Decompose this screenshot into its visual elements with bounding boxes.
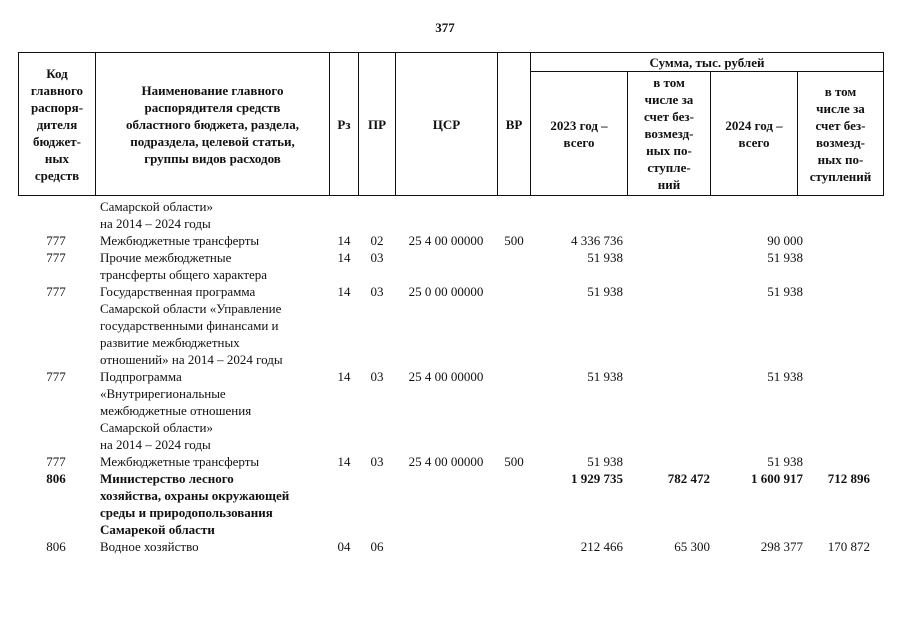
amount-2024-cell: 51 938	[767, 284, 803, 299]
rz-cell: 14	[337, 250, 351, 265]
header-2023-free: в том числе за счет без- возмезд- ных по- ступле- ний	[644, 75, 694, 192]
amount-2023-cell: 51 938	[587, 369, 623, 384]
amount-2024-cell: 1 600 917	[751, 471, 803, 486]
header-sum: Сумма, тыс. рублей	[649, 54, 765, 70]
amount-2023-free-cell: 65 300	[674, 539, 710, 554]
header-csr: ЦСР	[432, 116, 461, 132]
csr-cell: 25 0 00 00000	[408, 284, 484, 299]
table-row	[18, 368, 884, 453]
pr-cell: 03	[370, 369, 384, 384]
amount-2023-cell: 212 466	[580, 539, 623, 554]
header-name: Наименование главного распорядителя средств областного бюджета, раздела, подраздела, целевой статьи, группы видов расходов	[126, 82, 299, 166]
name-cell: Межбюджетные трансферты	[100, 233, 260, 248]
table-row	[18, 283, 884, 368]
pr-cell: 03	[370, 454, 384, 469]
rz-cell: 14	[337, 284, 351, 299]
csr-cell: 25 4 00 00000	[408, 233, 484, 248]
header-vr: ВР	[505, 116, 523, 132]
amount-2024-cell: 90 000	[767, 233, 803, 248]
code-cell: 777	[46, 284, 66, 299]
table-row	[18, 249, 884, 283]
name-cell: Министерство лесного хозяйства, охраны окружающей среды и природопользования Самарекой области	[100, 471, 290, 537]
header-2024-total: 2024 год – всего	[725, 117, 783, 150]
page-number: 377	[435, 20, 455, 35]
vr-cell: 500	[504, 454, 524, 469]
rz-cell: 14	[337, 369, 351, 384]
amount-2023-cell: 4 336 736	[571, 233, 623, 248]
code-cell: 777	[46, 369, 66, 384]
amount-2024-cell: 51 938	[767, 369, 803, 384]
amount-2023-cell: 51 938	[587, 454, 623, 469]
table-row	[18, 538, 884, 555]
pr-cell: 03	[370, 284, 384, 299]
name-cell: Водное хозяйство	[100, 539, 199, 554]
pr-cell: 03	[370, 250, 384, 265]
code-cell: 777	[46, 250, 66, 265]
amount-2023-cell: 51 938	[587, 250, 623, 265]
table-header	[18, 52, 884, 196]
amount-2024-cell: 51 938	[767, 454, 803, 469]
pr-cell: 02	[370, 233, 384, 248]
csr-cell: 25 4 00 00000	[408, 369, 484, 384]
pr-cell: 06	[370, 539, 384, 554]
table-row	[18, 453, 884, 470]
code-cell: 777	[46, 454, 66, 469]
amount-2023-cell: 51 938	[587, 284, 623, 299]
amount-2023-free-cell: 782 472	[667, 471, 710, 486]
amount-2023-cell: 1 929 735	[571, 471, 623, 486]
code-cell: 806	[46, 471, 66, 486]
table-row	[18, 232, 884, 249]
rz-cell: 14	[337, 454, 351, 469]
table-row	[18, 470, 884, 538]
amount-2024-free-cell: 712 896	[827, 471, 870, 486]
name-cell: Самарской области» на 2014 – 2024 годы	[100, 199, 213, 231]
header-pr: ПР	[367, 116, 387, 132]
code-cell: 777	[46, 233, 66, 248]
table-row	[18, 198, 884, 232]
csr-cell: 25 4 00 00000	[408, 454, 484, 469]
header-code: Код главного распоря- дителя бюджет- ных средств	[30, 65, 84, 183]
vr-cell: 500	[504, 233, 524, 248]
rz-cell: 04	[337, 539, 351, 554]
header-vline	[883, 52, 884, 196]
header-bottom-border	[18, 195, 884, 196]
header-rz: Рз	[337, 116, 351, 132]
name-cell: Межбюджетные трансферты	[100, 454, 260, 469]
name-cell: Прочие межбюджетные трансферты общего характера	[100, 250, 268, 282]
amount-2024-free-cell: 170 872	[827, 539, 870, 554]
rz-cell: 14	[337, 233, 351, 248]
code-cell: 806	[46, 539, 66, 554]
amount-2024-cell: 298 377	[760, 539, 803, 554]
name-cell: Государственная программа Самарской области «Управление государственными финансами и развитие межбюджетных отношений» на 2014 – 2024 годы	[100, 284, 283, 367]
amount-2024-cell: 51 938	[767, 250, 803, 265]
table-body	[18, 198, 884, 555]
header-2023-total: 2023 год – всего	[550, 117, 608, 150]
name-cell: Подпрограмма «Внутрирегиональные межбюджетные отношения Самарской области» на 2014 – 2024 годы	[100, 369, 252, 452]
header-2024-free: в том числе за счет без- возмезд- ных по- ступлений	[809, 83, 872, 184]
